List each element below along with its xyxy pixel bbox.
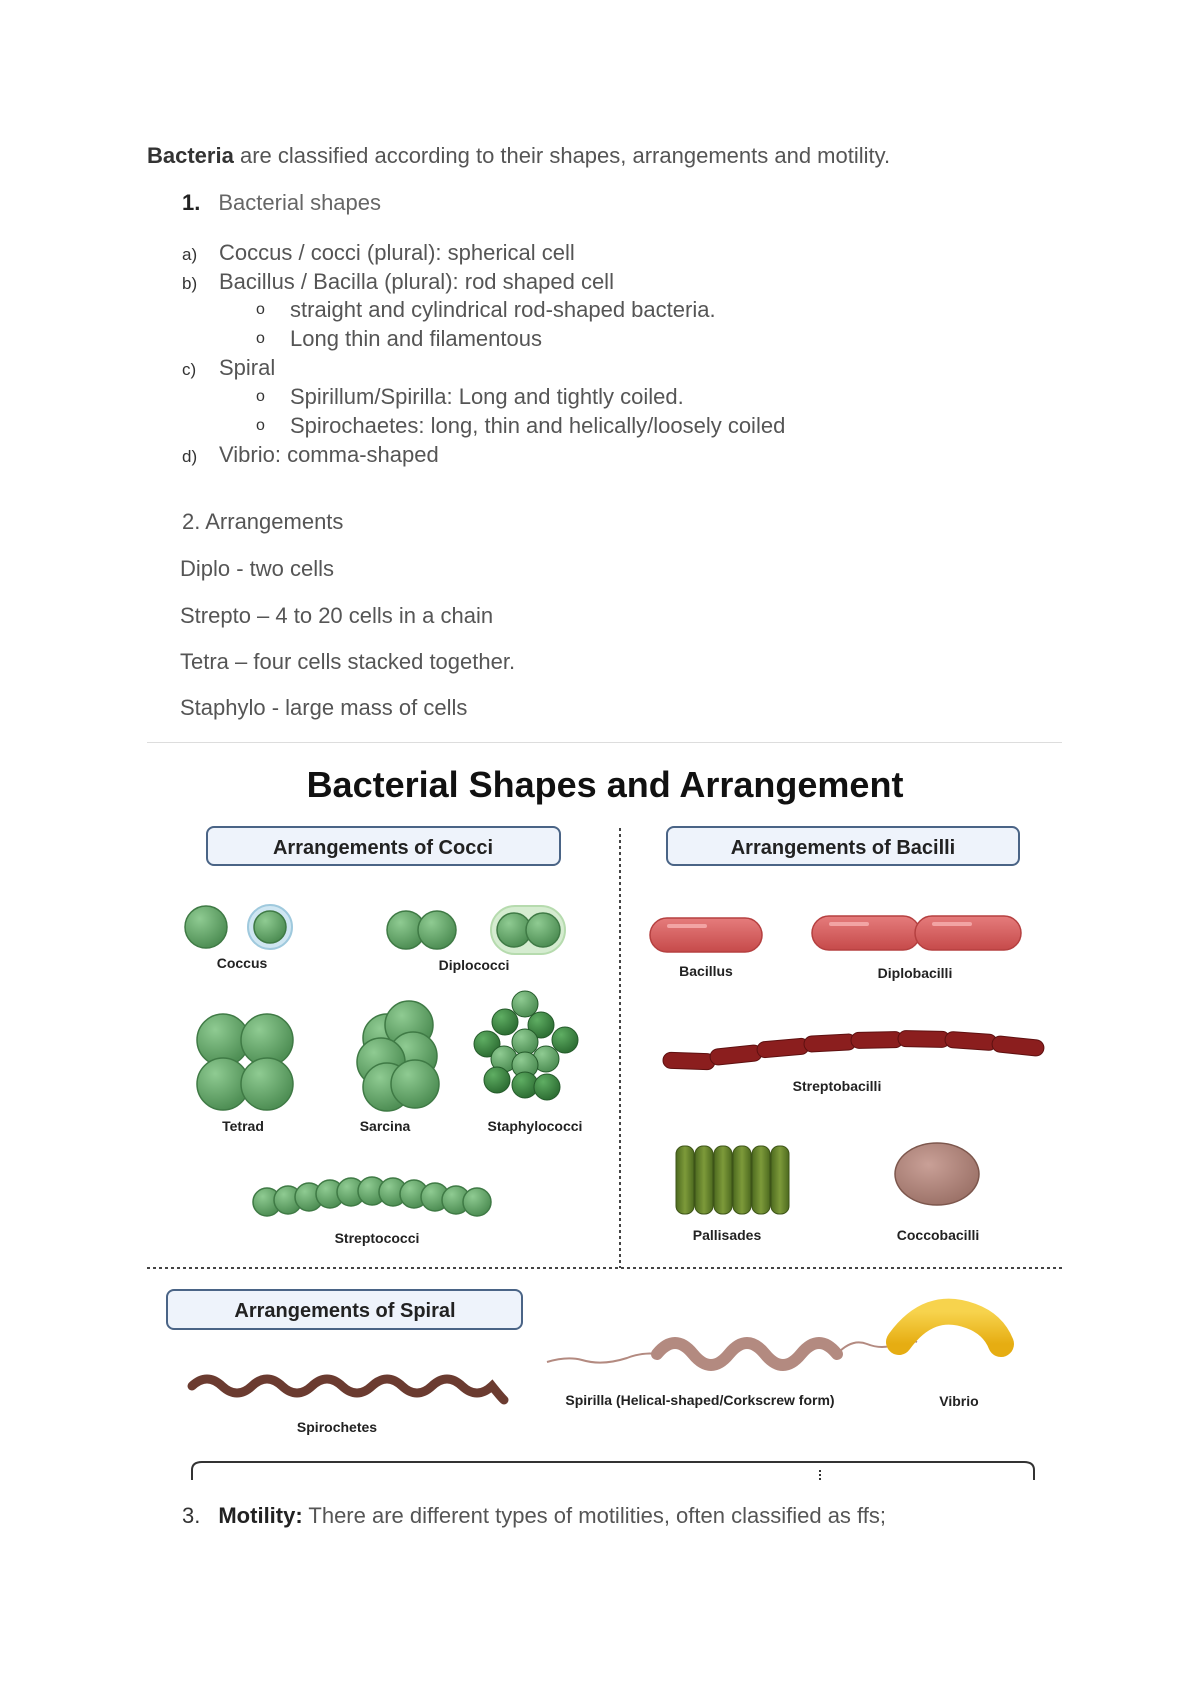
arrangement-diplo: Diplo - two cells bbox=[180, 556, 335, 581]
shapes-title: Bacterial shapes bbox=[218, 190, 382, 215]
shapes-heading bbox=[182, 190, 381, 216]
bullet-marker: o bbox=[256, 388, 265, 405]
item-text: Coccus / cocci (plural): spherical cell bbox=[219, 240, 575, 265]
arrangement-tetra: Tetra – four cells stacked together. bbox=[180, 649, 516, 674]
bullet-text: straight and cylindrical rod-shaped bacteria. bbox=[290, 297, 716, 322]
bacteria-figure bbox=[147, 742, 1062, 1482]
arrangement-staphylo: Staphylo - large mass of cells bbox=[180, 695, 468, 720]
cocci-header: Arrangements of Cocci bbox=[272, 837, 494, 859]
spirochetes-illustration bbox=[192, 1379, 504, 1400]
label-tetrad: Tetrad bbox=[222, 1118, 264, 1134]
item-letter: b) bbox=[182, 274, 198, 293]
label-spirochetes: Spirochetes bbox=[296, 1419, 378, 1435]
bacillus-illustration bbox=[650, 918, 762, 952]
intro-rest: are classified according to their shapes, arrangements and motility. bbox=[233, 143, 891, 168]
label-sarcina: Sarcina bbox=[359, 1118, 411, 1134]
label-pallisades: Pallisades bbox=[692, 1227, 762, 1243]
shape-item-spiral bbox=[182, 355, 275, 381]
spirilla-illustration bbox=[547, 1340, 917, 1365]
arrangements-heading: 2. Arrangements bbox=[182, 509, 344, 534]
coccobacilli-illustration bbox=[895, 1143, 979, 1205]
vibrio-illustration bbox=[899, 1312, 1001, 1344]
motility-rest: There are different types of motilities, often classified as ffs; bbox=[302, 1503, 886, 1528]
item-text: Spiral bbox=[219, 355, 276, 380]
item-letter: c) bbox=[182, 360, 197, 379]
spiral-header: Arrangements of Spiral bbox=[234, 1300, 456, 1322]
shape-item-vibrio bbox=[182, 442, 439, 468]
label-staphylococci: Staphylococci bbox=[487, 1118, 583, 1134]
bullet-text: Spirochaetes: long, thin and helically/loosely coiled bbox=[290, 413, 786, 438]
label-streptobacilli: Streptobacilli bbox=[792, 1078, 882, 1094]
bullet-marker: o bbox=[256, 330, 265, 347]
label-coccobacilli: Coccobacilli bbox=[896, 1227, 980, 1243]
label-diplobacilli: Diplobacilli bbox=[877, 965, 953, 981]
pallisades-illustration bbox=[676, 1146, 789, 1214]
item-text: Vibrio: comma-shaped bbox=[219, 442, 439, 467]
staphylococci-illustration bbox=[474, 991, 578, 1100]
label-spirilla: Spirilla (Helical-shaped/Corkscrew form) bbox=[565, 1392, 835, 1408]
label-vibrio: Vibrio bbox=[939, 1393, 979, 1409]
label-diplococci: Diplococci bbox=[438, 957, 510, 973]
item-letter: a) bbox=[182, 245, 198, 264]
sarcina-illustration bbox=[357, 1001, 439, 1111]
shape-item-bacillus bbox=[182, 269, 614, 295]
figure-title: Bacterial Shapes and Arrangement bbox=[306, 764, 904, 805]
diplobacilli-illustration bbox=[812, 916, 1021, 950]
bacilli-header: Arrangements of Bacilli bbox=[730, 837, 956, 859]
motility-line bbox=[182, 1503, 886, 1529]
arrangement-strepto: Strepto – 4 to 20 cells in a chain bbox=[180, 603, 494, 628]
clipped-next-figure bbox=[192, 1462, 1034, 1480]
shape-item-coccus bbox=[182, 240, 575, 266]
label-bacillus: Bacillus bbox=[679, 963, 733, 979]
streptococci-illustration bbox=[253, 1177, 491, 1216]
diplococci-illustration bbox=[387, 906, 565, 954]
item-text: Bacillus / Bacilla (plural): rod shaped cell bbox=[219, 269, 614, 294]
shapes-number: 1. bbox=[182, 190, 201, 215]
label-streptococci: Streptococci bbox=[334, 1230, 420, 1246]
bullet-marker: o bbox=[256, 301, 265, 318]
tetrad-illustration bbox=[197, 1014, 293, 1110]
item-letter: d) bbox=[182, 447, 198, 466]
streptobacilli-illustration bbox=[663, 1031, 1045, 1070]
motility-bold: Motility: bbox=[218, 1503, 303, 1528]
coccus-illustration bbox=[185, 905, 292, 949]
intro-bold: Bacteria bbox=[147, 143, 234, 168]
label-coccus: Coccus bbox=[216, 955, 268, 971]
bullet-marker: o bbox=[256, 417, 265, 434]
bullet-text: Long thin and filamentous bbox=[290, 326, 542, 351]
motility-number: 3. bbox=[182, 1503, 201, 1528]
bullet-text: Spirillum/Spirilla: Long and tightly coiled. bbox=[290, 384, 684, 409]
intro-sentence bbox=[147, 143, 890, 169]
